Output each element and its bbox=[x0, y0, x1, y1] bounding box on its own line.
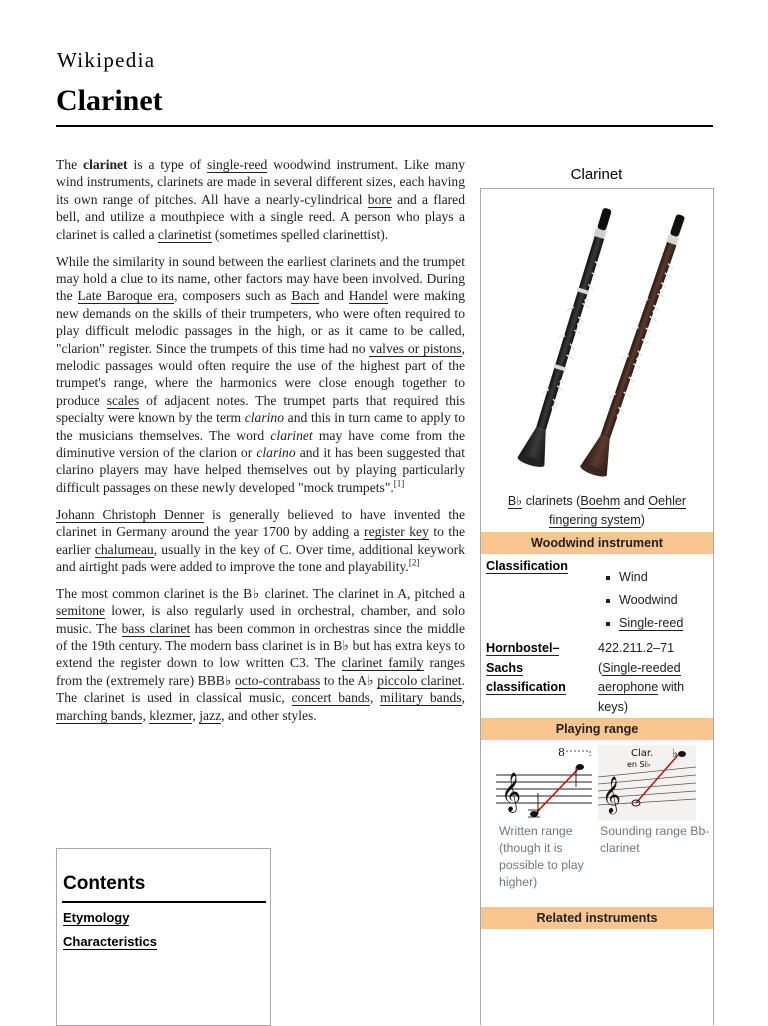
table-of-contents bbox=[56, 848, 271, 1026]
paragraph-family: The most common clarinet is the B♭ clarinet. The clarinet in A, pitched a semitone lower, is also regularly used in orchestral, chamber, and solo music. The bass clarinet has been common in orchestras since the middle of the 19th century. The modern bass clarinet is in B♭ but has extra keys to extend the register down to low written C3. The clarinet family ranges from the (extremely rare) BBB♭ octo-contrabass to the A♭ piccolo clarinet. The clarinet is used in classical music, concert bands, military bands, marching bands, klezmer, jazz, and other styles. bbox=[56, 585, 466, 723]
title-underline bbox=[56, 125, 713, 127]
header-woodwind-instrument: Woodwind instrument bbox=[481, 532, 713, 554]
contents-divider bbox=[62, 901, 266, 903]
wiki-link[interactable]: Bach bbox=[291, 288, 320, 304]
italic-term: clarinet bbox=[270, 427, 313, 443]
wiki-link[interactable]: military bands bbox=[380, 690, 462, 706]
wiki-link[interactable]: bore bbox=[367, 191, 392, 207]
ottava-mark: 8 bbox=[558, 746, 565, 759]
classification-label[interactable]: Classification bbox=[486, 559, 568, 573]
header-playing-range: Playing range bbox=[481, 718, 713, 740]
wiki-link[interactable]: octo-contrabass bbox=[235, 672, 321, 688]
wiki-link[interactable]: Handel bbox=[348, 288, 389, 304]
citation-link[interactable]: [2] bbox=[408, 557, 420, 568]
treble-clef-icon: 𝄞 bbox=[602, 775, 621, 813]
infobox bbox=[480, 188, 714, 1025]
hornbostel-sachs-value: 422.211.2–71 (Single-reeded aerophone with keys) bbox=[598, 641, 685, 714]
written-range-notation[interactable] bbox=[496, 745, 592, 821]
wiki-link[interactable]: single-reed bbox=[206, 157, 268, 172]
classification-item: Woodwind bbox=[602, 589, 683, 612]
wiki-link[interactable]: Oehler bbox=[648, 494, 687, 508]
wiki-link[interactable]: chalumeau bbox=[94, 541, 154, 557]
written-range-caption: Written range (though it is possible to play higher) bbox=[499, 824, 584, 889]
bold-term: clarinet bbox=[83, 157, 128, 172]
paragraph-history: Johann Christoph Denner is generally believed to have invented the clarinet in Germany around the year 1700 by adding a register key to the earlier chalumeau, usually in the key of C. Over time, additional keywork and airtight pads were added to improve the tone and playability.[2] bbox=[56, 506, 466, 574]
wiki-link[interactable]: register key bbox=[364, 524, 429, 540]
wiki-link[interactable]: fingering system bbox=[549, 513, 641, 527]
wiki-link[interactable]: semitone bbox=[56, 603, 106, 619]
wiki-link[interactable]: jazz bbox=[199, 707, 222, 723]
wikipedia-logo[interactable]: Wikipedia bbox=[57, 48, 156, 72]
wiki-link[interactable]: bass clarinet bbox=[121, 620, 191, 636]
classification-item: Wind bbox=[602, 566, 683, 589]
wiki-link[interactable]: clarinet family bbox=[341, 655, 424, 671]
wiki-link[interactable]: Late Baroque era bbox=[77, 288, 175, 304]
header-related-instruments: Related instruments bbox=[481, 907, 713, 929]
wiki-link[interactable]: scales bbox=[106, 392, 140, 408]
paragraph-intro: The clarinet is a type of single-reed woodwind instrument. Like many wind instruments, clarinets are made in several different sizes, each having its own range of pitches. All have a nearly-cylindrical bore and a flared bell, and utilize a mouthpiece with a single reed. A person who plays a clarinet is called a clarinetist (sometimes spelled clarinettist). bbox=[56, 157, 465, 242]
wiki-link[interactable]: clarinetist bbox=[157, 226, 212, 242]
wiki-link[interactable]: concert bands bbox=[291, 690, 370, 706]
wiki-link[interactable]: piccolo clarinet bbox=[377, 672, 462, 688]
infobox-title: Clarinet bbox=[570, 166, 623, 183]
contents-title: Contents bbox=[63, 873, 146, 894]
wiki-link[interactable]: marching bands bbox=[56, 707, 143, 723]
wiki-link[interactable]: Johann Christoph Denner bbox=[56, 506, 205, 522]
classification-list bbox=[602, 566, 683, 635]
sounding-label-key: en Si♭ bbox=[627, 760, 651, 769]
sounding-range-notation[interactable] bbox=[598, 745, 696, 821]
wiki-link[interactable]: klezmer bbox=[149, 707, 193, 723]
clarinets-image[interactable] bbox=[509, 197, 689, 482]
wiki-link[interactable]: Single-reeded bbox=[602, 660, 681, 675]
sounding-label-clar: Clar. bbox=[631, 748, 654, 759]
image-caption: B♭ clarinets (Boehm and Oehler fingering system) bbox=[507, 494, 687, 527]
flat-sign-icon: ♭ bbox=[672, 746, 678, 760]
classification-item[interactable]: Single-reed bbox=[602, 612, 683, 635]
citation-link[interactable]: [1] bbox=[393, 478, 405, 489]
italic-term: clarino bbox=[256, 445, 296, 460]
wiki-link[interactable]: aerophone bbox=[598, 680, 659, 694]
paragraph-etymology: While the similarity in sound between the earliest clarinets and the trumpet may hold a clue to its name, other factors may have been involved. During the Late Baroque era, composers such as Bach and Handel were making new demands on the skills of their trumpeters, who were often required to play difficult melodic passages in the high, or as it came to be called, "clarion" register. Since the trumpets of this time had no valves or pistons, melodic passages would often require the use of the highest part of the trumpet's range, where the harmonics were close enough together to produce scales of adjacent notes. The trumpet parts that required this specialty were known by the term clarino and this in turn came to apply to the musicians themselves. The word clarinet may have come from the diminutive version of the clarion or clarino and it has been suggested that clarino players may have helped themselves out by playing particularly difficult passages on these newly developed "mock trumpets".[1] bbox=[56, 253, 465, 495]
treble-clef-icon: 𝄞 bbox=[501, 772, 522, 812]
article-body bbox=[56, 156, 465, 734]
toc-item-characteristics[interactable]: Characteristics bbox=[63, 934, 157, 949]
page-title: Clarinet bbox=[56, 84, 163, 117]
wiki-link[interactable]: Boehm bbox=[580, 494, 621, 508]
italic-term: clarino bbox=[244, 410, 285, 426]
toc-item-etymology[interactable]: Etymology bbox=[63, 910, 130, 925]
wiki-link[interactable]: B♭ bbox=[507, 494, 523, 508]
sounding-range-caption: Sounding range Bb-clarinet bbox=[600, 824, 710, 855]
hornbostel-sachs-label[interactable]: Hornbostel– Sachs classification bbox=[486, 641, 566, 694]
wiki-link[interactable]: valves or pistons bbox=[369, 340, 462, 356]
